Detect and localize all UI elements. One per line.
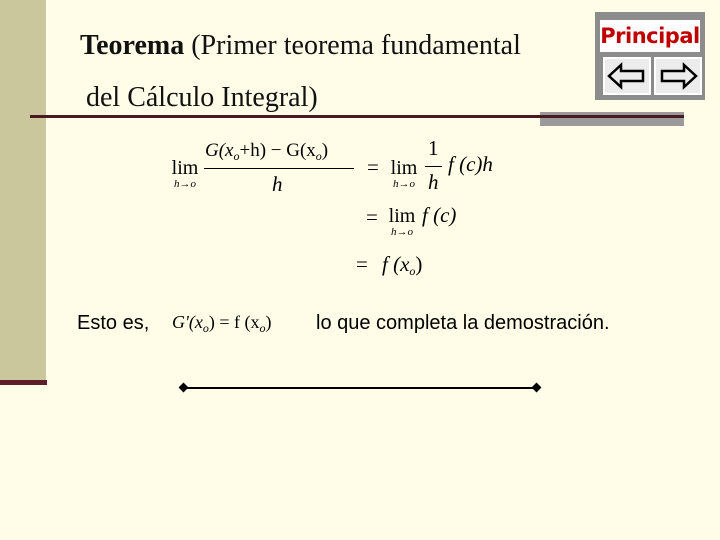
difference-numerator: $G(x_o+h) - G(x_o)$ — [205, 140, 329, 163]
equals-sign-3: = — [356, 252, 368, 276]
fraction-numerator-one: 1 — [428, 136, 439, 160]
fraction-bar-2 — [425, 166, 442, 167]
principal-button[interactable]: Principal — [600, 20, 700, 52]
fraction-bar-1 — [204, 168, 354, 169]
title-bold: Teorema — [80, 30, 185, 61]
rhs-line1-tail: f (c)h — [448, 152, 493, 176]
arrow-right-icon — [656, 59, 700, 93]
previous-button[interactable] — [603, 57, 651, 95]
title-rule — [30, 115, 684, 118]
end-line-left-dot — [179, 383, 189, 393]
equals-sign-1: = — [367, 155, 379, 179]
arrow-left-icon — [605, 59, 649, 93]
end-line-right-dot — [532, 383, 542, 393]
end-of-proof-line — [183, 387, 537, 389]
side-decoration-bar — [0, 0, 46, 383]
conclusion-suffix: lo que completa la demostración. — [316, 312, 610, 334]
rhs-line3: f (xo) — [382, 252, 423, 278]
equals-sign-2: = — [366, 205, 378, 229]
fraction-denominator-h: h — [428, 170, 439, 194]
difference-denominator: h — [272, 172, 283, 196]
title-line1: (Primer teorema fundamental — [184, 30, 521, 61]
title-line2: del Cálculo Integral) — [86, 82, 318, 113]
side-bar-foot — [0, 380, 47, 385]
rhs-line2-tail: f (c) — [422, 203, 457, 227]
slide-title — [80, 20, 600, 124]
limit-operator-1: lim h→o — [171, 157, 199, 190]
limit-operator-2: lim h→o — [390, 157, 418, 190]
limit-operator-3: lim h→o — [388, 205, 416, 238]
conclusion-prefix: Esto es, — [77, 312, 150, 334]
conclusion-equation: $G'(x_o) = f$ $(x_o)$ — [172, 312, 272, 335]
next-button[interactable] — [654, 57, 702, 95]
